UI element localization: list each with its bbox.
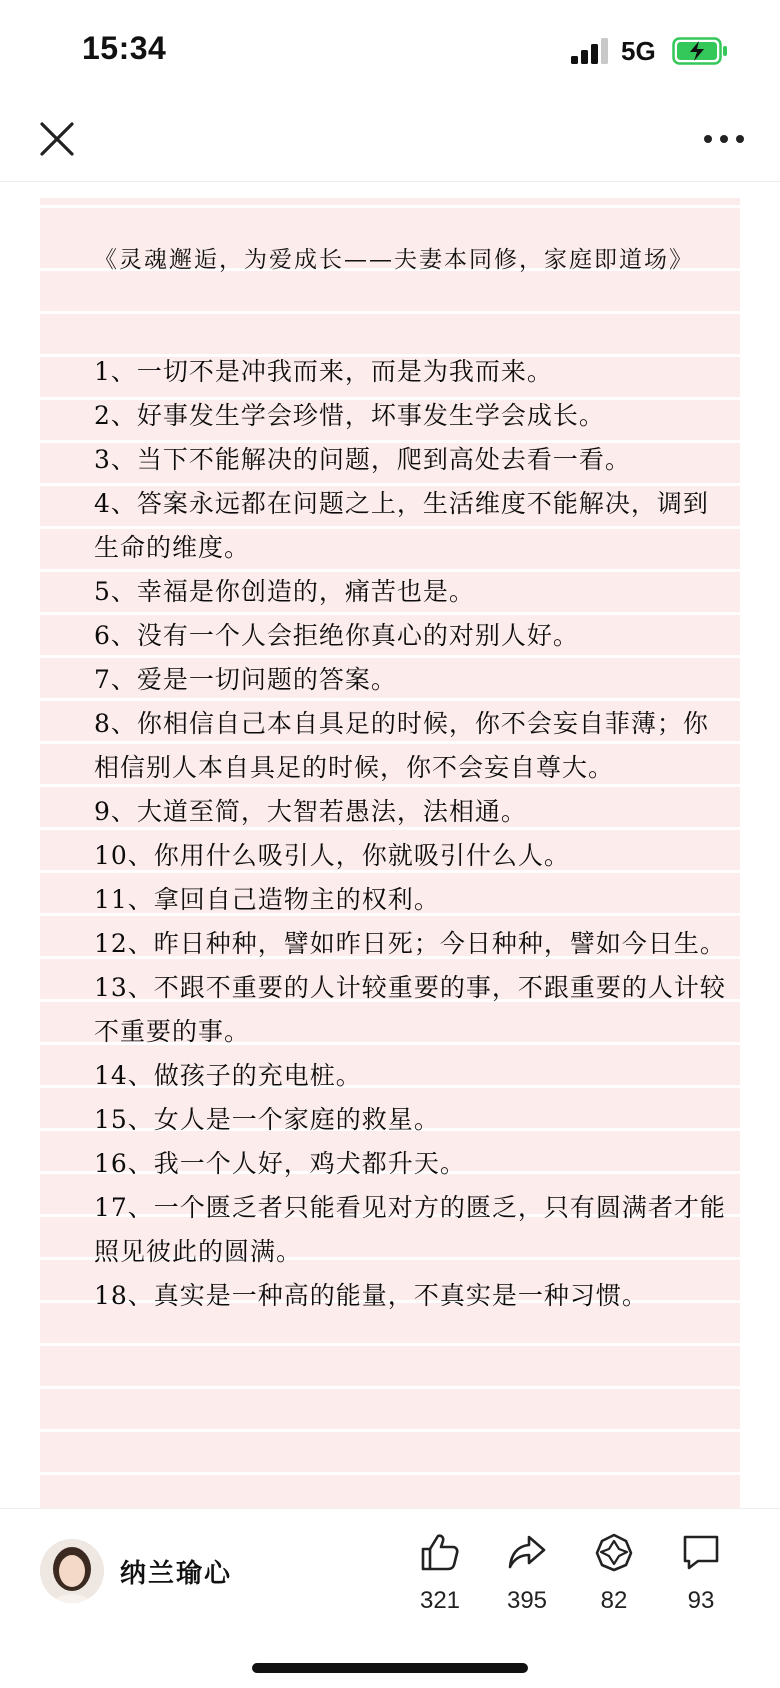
list-item: 2、好事发生学会珍惜，坏事发生学会成长。 [94, 401, 605, 430]
note-list [94, 350, 734, 1318]
list-item: 12、昨日种种，譬如昨日死；今日种种，譬如今日生。 [94, 929, 726, 958]
share-arrow-icon [506, 1531, 548, 1573]
status-bar [0, 0, 780, 100]
list-item: 7、爱是一切问题的答案。 [94, 665, 397, 694]
more-icon[interactable] [700, 118, 748, 160]
collect-button[interactable] [574, 1531, 654, 1621]
bottom-action-bar [0, 1508, 780, 1688]
comment-icon [680, 1531, 722, 1573]
list-item: 15、女人是一个家庭的救星。 [94, 1105, 440, 1134]
home-indicator[interactable] [252, 1663, 528, 1673]
network-type: 5G [621, 36, 656, 66]
collect-icon [593, 1531, 635, 1573]
nav-bar [0, 100, 780, 182]
list-item: 5、幸福是你创造的，痛苦也是。 [94, 577, 475, 606]
list-item: 14、做孩子的充电桩。 [94, 1061, 362, 1090]
avatar[interactable] [40, 1539, 104, 1603]
note-image [40, 198, 740, 1508]
signal-strength-icon [571, 38, 611, 64]
collect-count: 82 [600, 1587, 628, 1614]
battery-charging-icon [672, 37, 728, 65]
list-item: 18、真实是一种高的能量，不真实是一种习惯。 [94, 1281, 648, 1310]
share-count: 395 [506, 1587, 548, 1614]
list-item: 10、你用什么吸引人，你就吸引什么人。 [94, 841, 570, 870]
thumbs-up-icon [419, 1531, 461, 1573]
list-item: 11、拿回自己造物主的权利。 [94, 885, 440, 914]
avatar-portrait-icon [40, 1539, 104, 1603]
list-item: 6、没有一个人会拒绝你真心的对别人好。 [94, 621, 579, 650]
comment-count: 93 [687, 1587, 715, 1614]
author-name[interactable]: 纳兰瑜心 [120, 1559, 233, 1589]
list-item: 1、一切不是冲我而来，而是为我而来。 [94, 357, 553, 386]
list-item: 8、你相信自己本自具足的时候，你不会妄自菲薄；你相信别人本自具足的时候，你不会妄自尊大。 [94, 709, 709, 782]
list-item: 13、不跟不重要的人计较重要的事，不跟重要的人计较不重要的事。 [94, 973, 726, 1046]
list-item: 16、我一个人好，鸡犬都升天。 [94, 1149, 466, 1178]
note-title: 《灵魂邂逅，为爱成长——夫妻本同修，家庭即道场》 [94, 247, 694, 273]
list-item: 3、当下不能解决的问题，爬到高处去看一看。 [94, 445, 631, 474]
close-icon[interactable] [36, 118, 78, 160]
like-button[interactable] [400, 1531, 480, 1621]
list-item: 17、一个匮乏者只能看见对方的匮乏，只有圆满者才能照见彼此的圆满。 [94, 1193, 726, 1266]
list-item: 9、大道至简，大智若愚法，法相通。 [94, 797, 527, 826]
comment-button[interactable] [661, 1531, 741, 1621]
share-button[interactable] [487, 1531, 567, 1621]
list-item: 4、答案永远都在问题之上，生活维度不能解决，调到生命的维度。 [94, 489, 709, 562]
status-time: 15:34 [82, 30, 167, 66]
like-count: 321 [419, 1587, 461, 1614]
